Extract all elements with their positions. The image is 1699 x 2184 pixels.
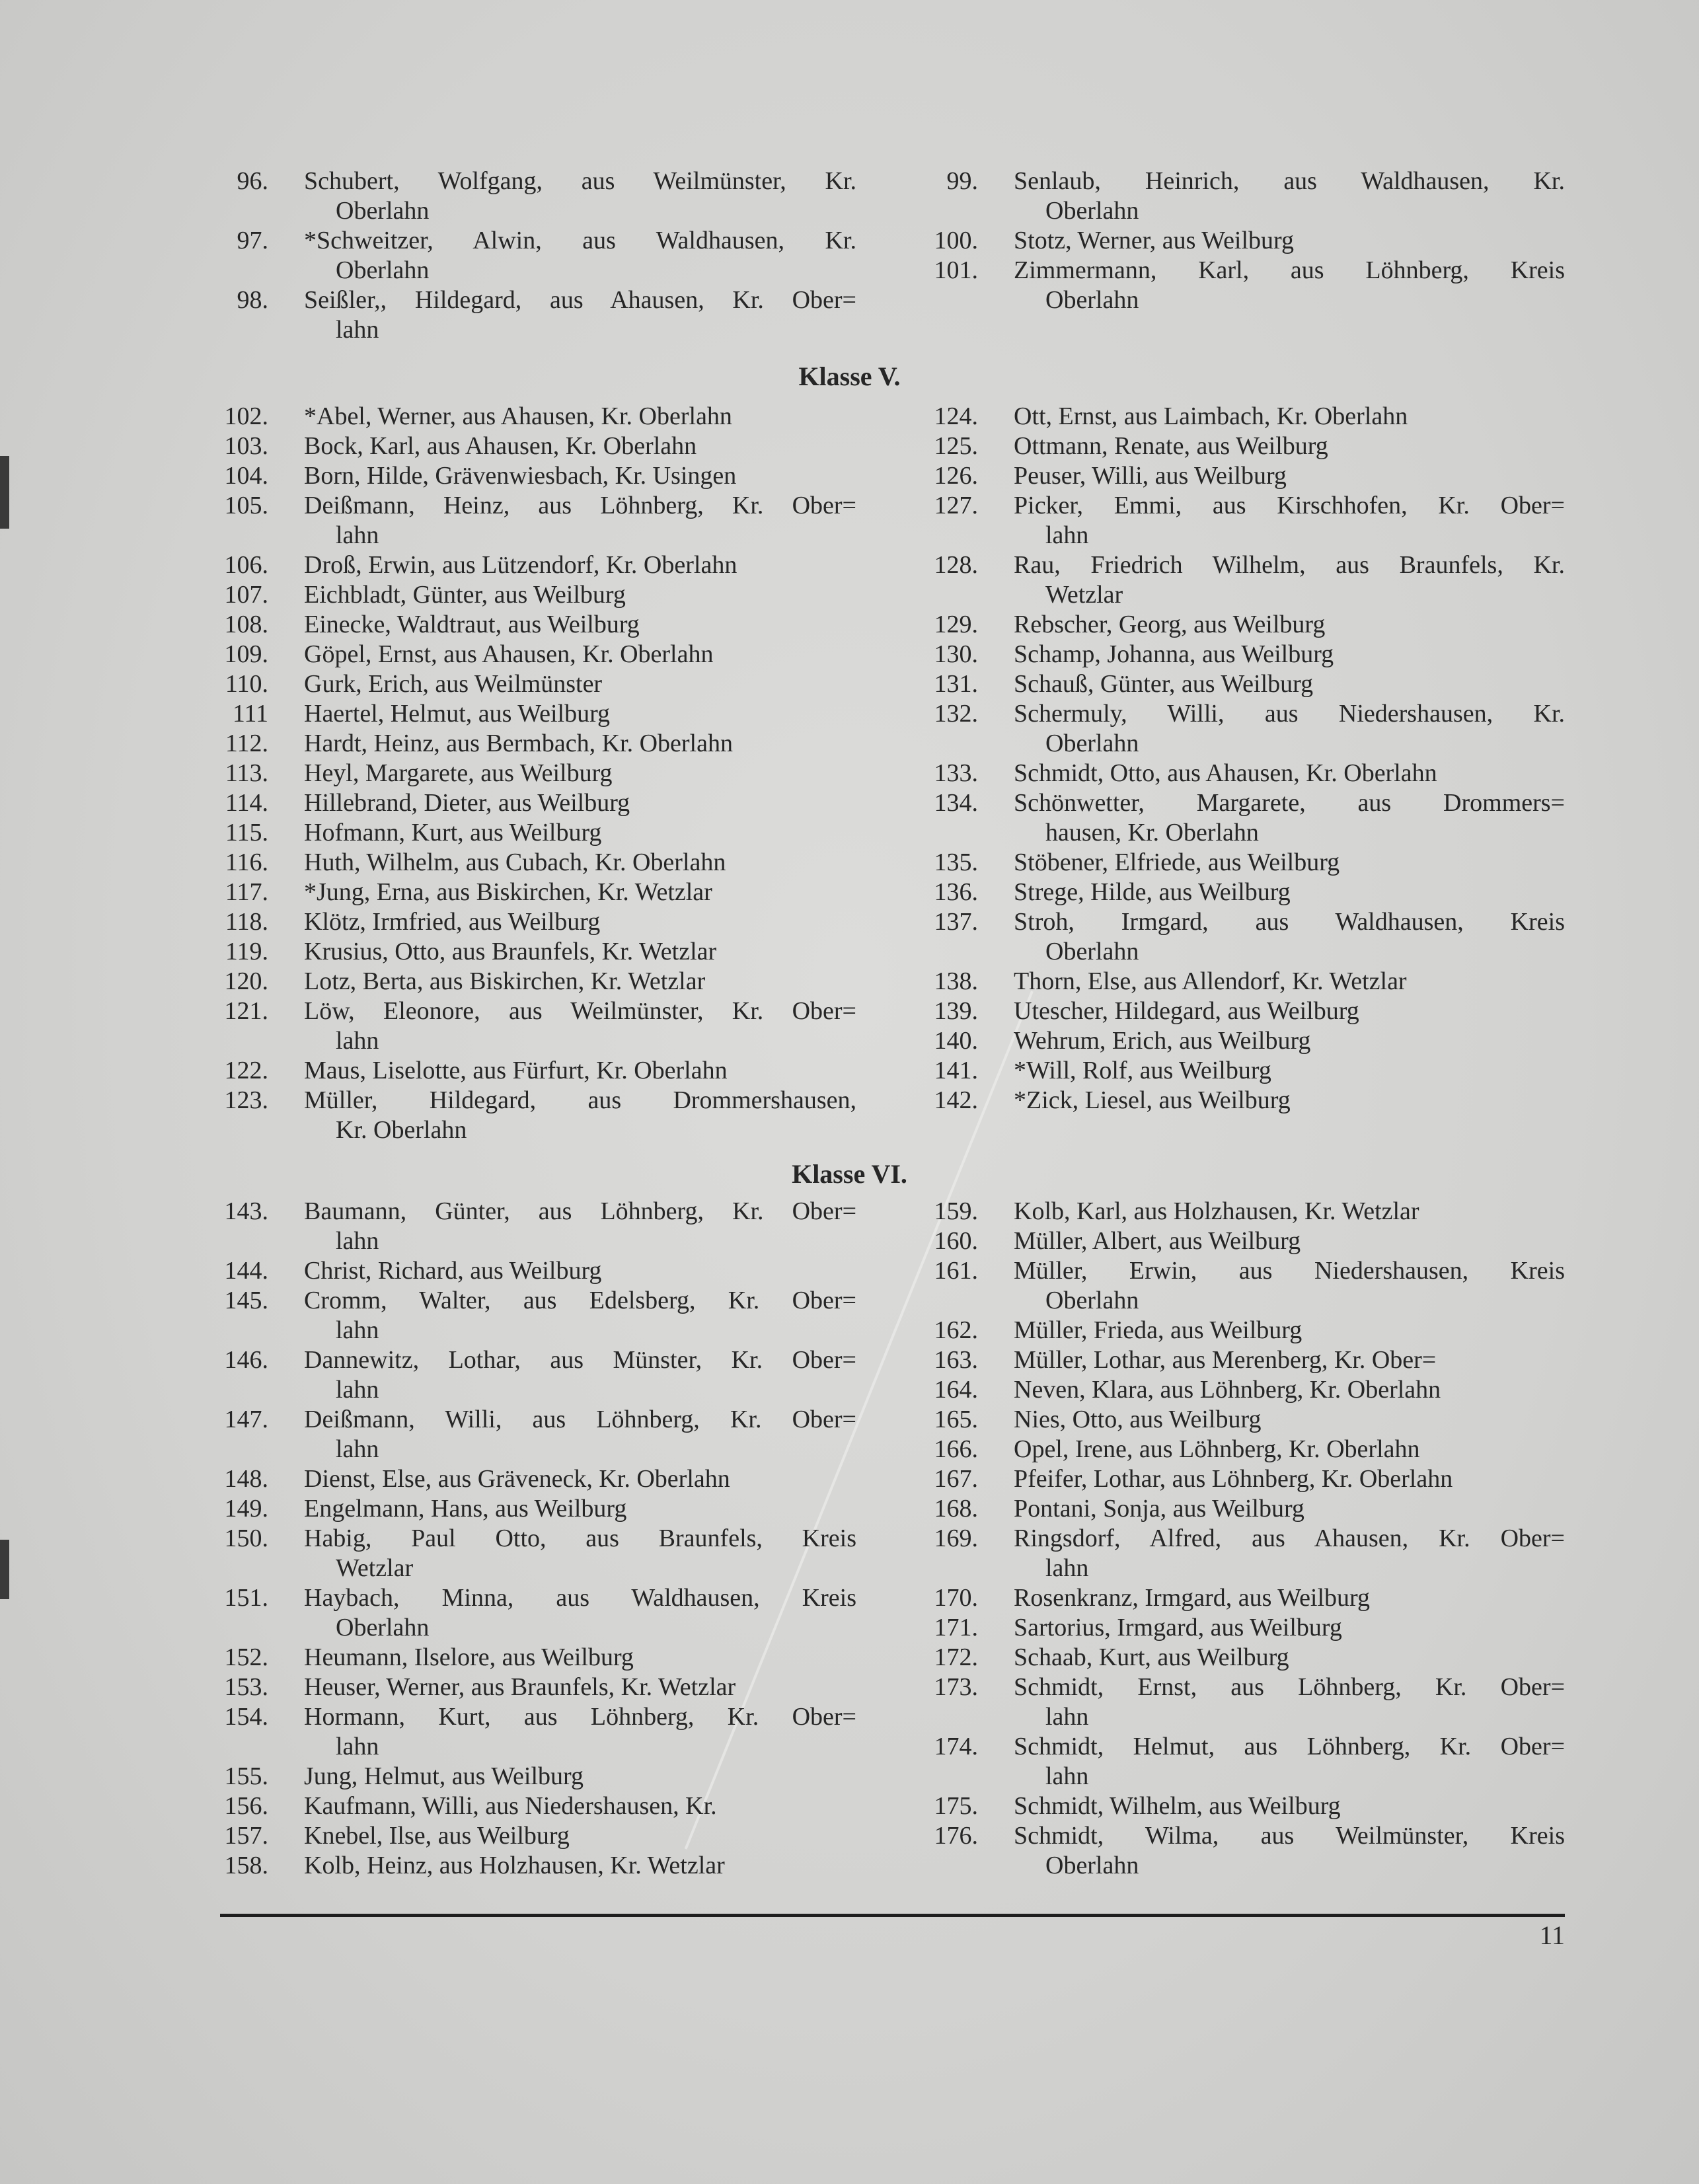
entry-text: Ottmann, Renate, aus Weilburg bbox=[1014, 432, 1328, 460]
section-2-left-column bbox=[224, 1197, 856, 1881]
entry-text: Senlaub, Heinrich, aus Waldhausen, Kr. bbox=[1014, 167, 1565, 195]
list-entry bbox=[224, 967, 856, 997]
entry-text: Müller, Lothar, aus Merenberg, Kr. Ober= bbox=[1014, 1346, 1437, 1374]
list-entry bbox=[225, 669, 856, 699]
entry-text: Löw, Eleonore, aus Weilmünster, Kr. Ober= bbox=[304, 997, 856, 1025]
list-entry bbox=[934, 699, 1565, 759]
entry-text: Kolb, Heinz, aus Holzhausen, Kr. Wetzlar bbox=[304, 1852, 725, 1879]
entry-number: 123. bbox=[224, 1086, 268, 1114]
entry-text: Peuser, Willi, aus Weilburg bbox=[1014, 462, 1287, 490]
entry-text: Opel, Irene, aus Löhnberg, Kr. Oberlahn bbox=[1014, 1435, 1420, 1463]
entry-number: 175. bbox=[934, 1792, 978, 1820]
entry-number: 97. bbox=[237, 227, 268, 254]
entry-number: 160. bbox=[934, 1227, 978, 1255]
list-entry bbox=[224, 1405, 856, 1464]
entry-number: 104. bbox=[224, 462, 268, 490]
list-entry bbox=[224, 1494, 856, 1524]
list-entry bbox=[934, 1226, 1565, 1256]
entry-number: 153. bbox=[224, 1673, 268, 1701]
entry-number: 156. bbox=[224, 1792, 268, 1820]
list-entry bbox=[224, 1197, 856, 1256]
entry-text: Klötz, Irmfried, aus Weilburg bbox=[304, 908, 601, 936]
list-entry bbox=[934, 1256, 1565, 1316]
entry-text-continuation: Wetzlar bbox=[336, 1554, 414, 1582]
list-entry bbox=[934, 1086, 1565, 1115]
entry-text: Seißler,, Hildegard, aus Ahausen, Kr. Ober= bbox=[304, 286, 856, 314]
entry-number: 116. bbox=[225, 848, 268, 876]
list-entry bbox=[224, 1524, 856, 1583]
entry-text-continuation: Oberlahn bbox=[336, 197, 430, 225]
entry-number: 172. bbox=[934, 1643, 978, 1671]
entry-text: Heyl, Margarete, aus Weilburg bbox=[304, 759, 613, 787]
entry-text: Hillebrand, Dieter, aus Weilburg bbox=[304, 789, 630, 817]
list-entry bbox=[934, 907, 1565, 967]
list-entry bbox=[224, 1256, 856, 1286]
entry-text: *Will, Rolf, aus Weilburg bbox=[1014, 1057, 1271, 1084]
entry-text-continuation: lahn bbox=[336, 1733, 379, 1760]
entry-number: 128. bbox=[934, 551, 978, 579]
entry-text-continuation: Oberlahn bbox=[1045, 197, 1139, 225]
entry-number: 107. bbox=[224, 581, 268, 609]
list-entry bbox=[224, 997, 856, 1056]
entry-number: 130. bbox=[934, 640, 978, 668]
list-entry bbox=[224, 1791, 856, 1821]
list-entry bbox=[224, 1056, 856, 1086]
section-2-right-column bbox=[934, 1197, 1565, 1881]
entry-number: 149. bbox=[224, 1495, 268, 1523]
list-entry bbox=[934, 1524, 1565, 1583]
entry-text-continuation: Oberlahn bbox=[336, 1614, 430, 1641]
entry-text-continuation: lahn bbox=[336, 1435, 379, 1463]
entry-number: 114. bbox=[225, 789, 268, 817]
entry-text-continuation: Oberlahn bbox=[1045, 1287, 1139, 1314]
entry-text: Hardt, Heinz, aus Bermbach, Kr. Oberlahn bbox=[304, 730, 733, 757]
entry-text: Sartorius, Irmgard, aus Weilburg bbox=[1014, 1614, 1342, 1641]
entry-number: 106. bbox=[224, 551, 268, 579]
entry-number: 144. bbox=[224, 1257, 268, 1285]
entry-number: 131. bbox=[934, 670, 978, 698]
list-entry bbox=[934, 491, 1565, 550]
entry-number: 154. bbox=[224, 1703, 268, 1731]
entry-text: Rosenkranz, Irmgard, aus Weilburg bbox=[1014, 1584, 1371, 1612]
entry-number: 137. bbox=[934, 908, 978, 936]
entry-text: Deißmann, Heinz, aus Löhnberg, Kr. Ober= bbox=[304, 492, 856, 519]
entry-number: 124. bbox=[934, 402, 978, 430]
entry-number: 171. bbox=[934, 1614, 978, 1641]
entry-number: 150. bbox=[224, 1525, 268, 1552]
entry-text-continuation: Oberlahn bbox=[1045, 286, 1139, 314]
entry-number: 148. bbox=[224, 1465, 268, 1493]
entry-number: 166. bbox=[934, 1435, 978, 1463]
entry-text: Gurk, Erich, aus Weilmünster bbox=[304, 670, 603, 698]
entry-text: Rebscher, Georg, aus Weilburg bbox=[1014, 611, 1326, 638]
entry-number: 167. bbox=[934, 1465, 978, 1493]
list-entry bbox=[225, 878, 856, 907]
list-entry bbox=[934, 1056, 1565, 1086]
entry-number: 103. bbox=[224, 432, 268, 460]
list-entry bbox=[934, 967, 1565, 997]
entry-text: *Jung, Erna, aus Biskirchen, Kr. Wetzlar bbox=[304, 878, 712, 906]
section-heading-klasse-v: Klasse V. bbox=[798, 361, 901, 391]
list-entry bbox=[934, 1791, 1565, 1821]
entry-text: Schauß, Günter, aus Weilburg bbox=[1014, 670, 1314, 698]
page-number: 11 bbox=[1539, 1920, 1565, 1950]
entry-text: Schmidt, Ernst, aus Löhnberg, Kr. Ober= bbox=[1014, 1673, 1565, 1701]
list-entry bbox=[934, 256, 1565, 315]
entry-text: Dannewitz, Lothar, aus Münster, Kr. Ober= bbox=[304, 1346, 856, 1374]
entry-text: Pontani, Sonja, aus Weilburg bbox=[1014, 1495, 1304, 1523]
entry-text: Ott, Ernst, aus Laimbach, Kr. Oberlahn bbox=[1014, 402, 1408, 430]
entry-number: 112. bbox=[225, 730, 268, 757]
list-entry bbox=[224, 1286, 856, 1345]
entry-number: 155. bbox=[224, 1762, 268, 1790]
list-entry bbox=[934, 1435, 1565, 1464]
entry-text-continuation: Oberlahn bbox=[1045, 730, 1139, 757]
entry-number: 125. bbox=[934, 432, 978, 460]
entry-number: 147. bbox=[224, 1406, 268, 1433]
entry-text: Maus, Liselotte, aus Fürfurt, Kr. Oberlahn bbox=[304, 1057, 728, 1084]
entry-number: 173. bbox=[934, 1673, 978, 1701]
scan-edge-mark bbox=[0, 456, 9, 529]
entry-number: 169. bbox=[934, 1525, 978, 1552]
list-entry bbox=[934, 226, 1565, 256]
entry-number: 161. bbox=[934, 1257, 978, 1285]
entry-number: 135. bbox=[934, 848, 978, 876]
entry-text: Deißmann, Willi, aus Löhnberg, Kr. Ober= bbox=[304, 1406, 856, 1433]
entry-number: 157. bbox=[224, 1822, 268, 1850]
entry-number: 133. bbox=[934, 759, 978, 787]
entry-text: Neven, Klara, aus Löhnberg, Kr. Oberlahn bbox=[1014, 1376, 1441, 1404]
list-entry bbox=[934, 1643, 1565, 1673]
list-entry bbox=[934, 1375, 1565, 1405]
list-entry bbox=[224, 432, 856, 461]
entry-number: 117. bbox=[225, 878, 268, 906]
scan-edge-mark bbox=[0, 1540, 9, 1599]
entry-number: 120. bbox=[224, 967, 268, 995]
list-entry bbox=[934, 432, 1565, 461]
section-0-left-column bbox=[237, 167, 856, 345]
list-entry bbox=[224, 1851, 856, 1881]
entry-number: 174. bbox=[934, 1733, 978, 1760]
entry-text-continuation: lahn bbox=[1045, 1554, 1089, 1582]
list-entry bbox=[946, 167, 1565, 226]
entry-text: Krusius, Otto, aus Braunfels, Kr. Wetzlar bbox=[304, 938, 717, 965]
entry-number: 165. bbox=[934, 1406, 978, 1433]
entry-number: 134. bbox=[934, 789, 978, 817]
list-entry bbox=[225, 907, 856, 937]
entry-text: Bock, Karl, aus Ahausen, Kr. Oberlahn bbox=[304, 432, 697, 460]
entry-number: 170. bbox=[934, 1584, 978, 1612]
entry-text: *Schweitzer, Alwin, aus Waldhausen, Kr. bbox=[304, 227, 856, 254]
entry-text: Hormann, Kurt, aus Löhnberg, Kr. Ober= bbox=[304, 1703, 856, 1731]
entry-text: Picker, Emmi, aus Kirschhofen, Kr. Ober= bbox=[1014, 492, 1565, 519]
entry-text: Knebel, Ilse, aus Weilburg bbox=[304, 1822, 570, 1850]
entry-text: Dienst, Else, aus Gräveneck, Kr. Oberlahn bbox=[304, 1465, 730, 1493]
list-entry bbox=[224, 550, 856, 580]
entry-number: 108. bbox=[224, 611, 268, 638]
entry-text-continuation: Oberlahn bbox=[1045, 1852, 1139, 1879]
list-entry bbox=[237, 285, 856, 345]
entry-number: 151. bbox=[224, 1584, 268, 1612]
entry-number: 152. bbox=[224, 1643, 268, 1671]
list-entry bbox=[224, 1821, 856, 1851]
entry-text: Schermuly, Willi, aus Niedershausen, Kr. bbox=[1014, 700, 1565, 728]
list-entry bbox=[934, 1673, 1565, 1732]
list-entry bbox=[224, 1643, 856, 1673]
entry-number: 158. bbox=[224, 1852, 268, 1879]
entry-number: 176. bbox=[934, 1822, 978, 1850]
list-entry bbox=[225, 759, 856, 788]
list-entry bbox=[224, 640, 856, 669]
list-entry bbox=[934, 848, 1565, 878]
entry-text: Schmidt, Wilhelm, aus Weilburg bbox=[1014, 1792, 1341, 1820]
entry-text-continuation: Oberlahn bbox=[336, 256, 430, 284]
entry-text: Kolb, Karl, aus Holzhausen, Kr. Wetzlar bbox=[1014, 1197, 1419, 1225]
entry-text: Zimmermann, Karl, aus Löhnberg, Kreis bbox=[1014, 256, 1565, 284]
entry-text-continuation: lahn bbox=[336, 1027, 379, 1055]
list-entry bbox=[934, 1583, 1565, 1613]
entry-text: Müller, Frieda, aus Weilburg bbox=[1014, 1316, 1303, 1344]
entry-text: Christ, Richard, aus Weilburg bbox=[304, 1257, 602, 1285]
list-entry bbox=[934, 640, 1565, 669]
entry-text: Jung, Helmut, aus Weilburg bbox=[304, 1762, 584, 1790]
entry-text: Born, Hilde, Grävenwiesbach, Kr. Usingen bbox=[304, 462, 737, 490]
entry-number: 146. bbox=[224, 1346, 268, 1374]
entry-number: 132. bbox=[934, 700, 978, 728]
entry-number: 122. bbox=[224, 1057, 268, 1084]
list-entry bbox=[934, 1464, 1565, 1494]
list-entry bbox=[934, 1613, 1565, 1643]
entry-text-continuation: lahn bbox=[336, 1376, 379, 1404]
entry-text: Huth, Wilhelm, aus Cubach, Kr. Oberlahn bbox=[304, 848, 726, 876]
entry-number: 109. bbox=[224, 640, 268, 668]
entry-number: 111 bbox=[232, 700, 268, 728]
entry-text: Lotz, Berta, aus Biskirchen, Kr. Wetzlar bbox=[304, 967, 706, 995]
section-1-right-column bbox=[934, 402, 1565, 1115]
list-entry bbox=[934, 1197, 1565, 1226]
list-entry bbox=[232, 699, 856, 729]
list-entry bbox=[225, 818, 856, 848]
entry-number: 136. bbox=[934, 878, 978, 906]
entry-number: 139. bbox=[934, 997, 978, 1025]
list-entry bbox=[224, 1762, 856, 1791]
entry-number: 159. bbox=[934, 1197, 978, 1225]
entry-number: 163. bbox=[934, 1346, 978, 1374]
entry-text: Stroh, Irmgard, aus Waldhausen, Kreis bbox=[1014, 908, 1565, 936]
list-entry bbox=[237, 226, 856, 285]
entry-number: 141. bbox=[934, 1057, 978, 1084]
list-entry bbox=[237, 167, 856, 226]
entry-text: Rau, Friedrich Wilhelm, aus Braunfels, Kr. bbox=[1014, 551, 1565, 579]
entry-text: Schamp, Johanna, aus Weilburg bbox=[1014, 640, 1334, 668]
list-entry bbox=[934, 1405, 1565, 1435]
entry-text-continuation: Wetzlar bbox=[1045, 581, 1123, 609]
entry-number: 143. bbox=[224, 1197, 268, 1225]
section-1-left-column bbox=[224, 402, 856, 1145]
entry-text: *Zick, Liesel, aus Weilburg bbox=[1014, 1086, 1291, 1114]
entry-text: Heuser, Werner, aus Braunfels, Kr. Wetzlar bbox=[304, 1673, 736, 1701]
entry-text-continuation: Oberlahn bbox=[1045, 938, 1139, 965]
entry-text: Schönwetter, Margarete, aus Drommers= bbox=[1014, 789, 1565, 817]
entry-text-continuation: lahn bbox=[1045, 1703, 1089, 1731]
list-entry bbox=[224, 1673, 856, 1702]
list-entry bbox=[224, 1583, 856, 1643]
entry-number: 96. bbox=[237, 167, 268, 195]
entry-number: 99. bbox=[946, 167, 978, 195]
entry-number: 168. bbox=[934, 1495, 978, 1523]
entry-number: 102. bbox=[224, 402, 268, 430]
list-entry bbox=[934, 997, 1565, 1026]
entry-text-continuation: lahn bbox=[336, 1316, 379, 1344]
entry-text: Schubert, Wolfgang, aus Weilmünster, Kr. bbox=[304, 167, 856, 195]
list-entry bbox=[224, 580, 856, 610]
list-entry bbox=[934, 402, 1565, 432]
entry-text: Wehrum, Erich, aus Weilburg bbox=[1014, 1027, 1311, 1055]
entry-text: Müller, Hildegard, aus Drommershausen, bbox=[304, 1086, 856, 1114]
entry-text: Heumann, Ilselore, aus Weilburg bbox=[304, 1643, 634, 1671]
entry-text: Baumann, Günter, aus Löhnberg, Kr. Ober= bbox=[304, 1197, 856, 1225]
list-entry bbox=[934, 1026, 1565, 1056]
list-entry bbox=[934, 550, 1565, 610]
entry-text: Schmidt, Helmut, aus Löhnberg, Kr. Ober= bbox=[1014, 1733, 1565, 1760]
entry-text: Droß, Erwin, aus Lützendorf, Kr. Oberlahn bbox=[304, 551, 737, 579]
entry-text-continuation: lahn bbox=[1045, 521, 1089, 549]
list-entry bbox=[934, 1494, 1565, 1524]
entry-number: 105. bbox=[224, 492, 268, 519]
list-entry bbox=[224, 1702, 856, 1762]
entry-text: Stöbener, Elfriede, aus Weilburg bbox=[1014, 848, 1340, 876]
entry-text: Schaab, Kurt, aus Weilburg bbox=[1014, 1643, 1289, 1671]
entry-number: 138. bbox=[934, 967, 978, 995]
entry-number: 115. bbox=[225, 819, 268, 847]
list-entry bbox=[224, 402, 856, 432]
list-entry bbox=[934, 669, 1565, 699]
list-entry bbox=[224, 1086, 856, 1145]
entry-text: Müller, Erwin, aus Niedershausen, Kreis bbox=[1014, 1257, 1565, 1285]
entry-text-continuation: lahn bbox=[336, 521, 379, 549]
entry-text-continuation: hausen, Kr. Oberlahn bbox=[1045, 819, 1259, 847]
list-entry bbox=[225, 937, 856, 967]
list-entry bbox=[934, 759, 1565, 788]
entry-text: *Abel, Werner, aus Ahausen, Kr. Oberlahn bbox=[304, 402, 732, 430]
list-entry bbox=[934, 878, 1565, 907]
entry-number: 121. bbox=[224, 997, 268, 1025]
entry-number: 127. bbox=[934, 492, 978, 519]
list-entry bbox=[224, 461, 856, 491]
entry-text: Cromm, Walter, aus Edelsberg, Kr. Ober= bbox=[304, 1287, 856, 1314]
entry-text-continuation: lahn bbox=[336, 1227, 379, 1255]
footer-rule bbox=[220, 1914, 1565, 1917]
entry-text: Haybach, Minna, aus Waldhausen, Kreis bbox=[304, 1584, 856, 1612]
entry-text-continuation: lahn bbox=[1045, 1762, 1089, 1790]
section-0-right-column bbox=[934, 167, 1565, 315]
entry-text: Stotz, Werner, aus Weilburg bbox=[1014, 227, 1295, 254]
entry-text-continuation: lahn bbox=[336, 316, 379, 344]
list-entry bbox=[224, 1345, 856, 1405]
entry-text: Göpel, Ernst, aus Ahausen, Kr. Oberlahn bbox=[304, 640, 714, 668]
entry-text: Nies, Otto, aus Weilburg bbox=[1014, 1406, 1262, 1433]
list-entry bbox=[225, 729, 856, 759]
entry-text: Hofmann, Kurt, aus Weilburg bbox=[304, 819, 602, 847]
entry-text: Einecke, Waldtraut, aus Weilburg bbox=[304, 611, 640, 638]
entry-number: 164. bbox=[934, 1376, 978, 1404]
entry-text: Pfeifer, Lothar, aus Löhnberg, Kr. Oberlahn bbox=[1014, 1465, 1453, 1493]
entry-text: Habig, Paul Otto, aus Braunfels, Kreis bbox=[304, 1525, 856, 1552]
entry-number: 100. bbox=[934, 227, 978, 254]
entry-number: 126. bbox=[934, 462, 978, 490]
entry-text: Utescher, Hildegard, aus Weilburg bbox=[1014, 997, 1359, 1025]
list-entry bbox=[225, 788, 856, 818]
entry-number: 162. bbox=[934, 1316, 978, 1344]
entry-text: Engelmann, Hans, aus Weilburg bbox=[304, 1495, 627, 1523]
entry-number: 113. bbox=[225, 759, 268, 787]
list-entry bbox=[224, 1464, 856, 1494]
list-entry bbox=[224, 491, 856, 550]
entry-text: Schmidt, Otto, aus Ahausen, Kr. Oberlahn bbox=[1014, 759, 1437, 787]
entry-text: Haertel, Helmut, aus Weilburg bbox=[304, 700, 611, 728]
entry-text: Ringsdorf, Alfred, aus Ahausen, Kr. Ober= bbox=[1014, 1525, 1565, 1552]
entry-number: 145. bbox=[224, 1287, 268, 1314]
entry-text: Müller, Albert, aus Weilburg bbox=[1014, 1227, 1301, 1255]
entry-text-continuation: Kr. Oberlahn bbox=[336, 1116, 467, 1144]
list-entry bbox=[934, 1316, 1565, 1345]
entry-number: 129. bbox=[934, 611, 978, 638]
list-entry bbox=[934, 461, 1565, 491]
entry-text: Schmidt, Wilma, aus Weilmünster, Kreis bbox=[1014, 1822, 1565, 1850]
list-entry bbox=[934, 1732, 1565, 1791]
list-entry bbox=[934, 1345, 1565, 1375]
entry-text: Eichbladt, Günter, aus Weilburg bbox=[304, 581, 626, 609]
entry-number: 98. bbox=[237, 286, 268, 314]
section-heading-klasse-vi: Klasse VI. bbox=[792, 1159, 907, 1189]
entry-number: 110. bbox=[225, 670, 268, 698]
list-entry bbox=[225, 848, 856, 878]
entry-number: 142. bbox=[934, 1086, 978, 1114]
entry-number: 101. bbox=[934, 256, 978, 284]
entry-number: 140. bbox=[934, 1027, 978, 1055]
list-entry bbox=[934, 610, 1565, 640]
entry-text: Strege, Hilde, aus Weilburg bbox=[1014, 878, 1291, 906]
entry-number: 118. bbox=[225, 908, 268, 936]
entry-number: 119. bbox=[225, 938, 268, 965]
list-entry bbox=[934, 1821, 1565, 1881]
list-entry bbox=[934, 788, 1565, 848]
list-entry bbox=[224, 610, 856, 640]
entry-text: Thorn, Else, aus Allendorf, Kr. Wetzlar bbox=[1014, 967, 1407, 995]
entry-text: Kaufmann, Willi, aus Niedershausen, Kr. bbox=[304, 1792, 717, 1820]
